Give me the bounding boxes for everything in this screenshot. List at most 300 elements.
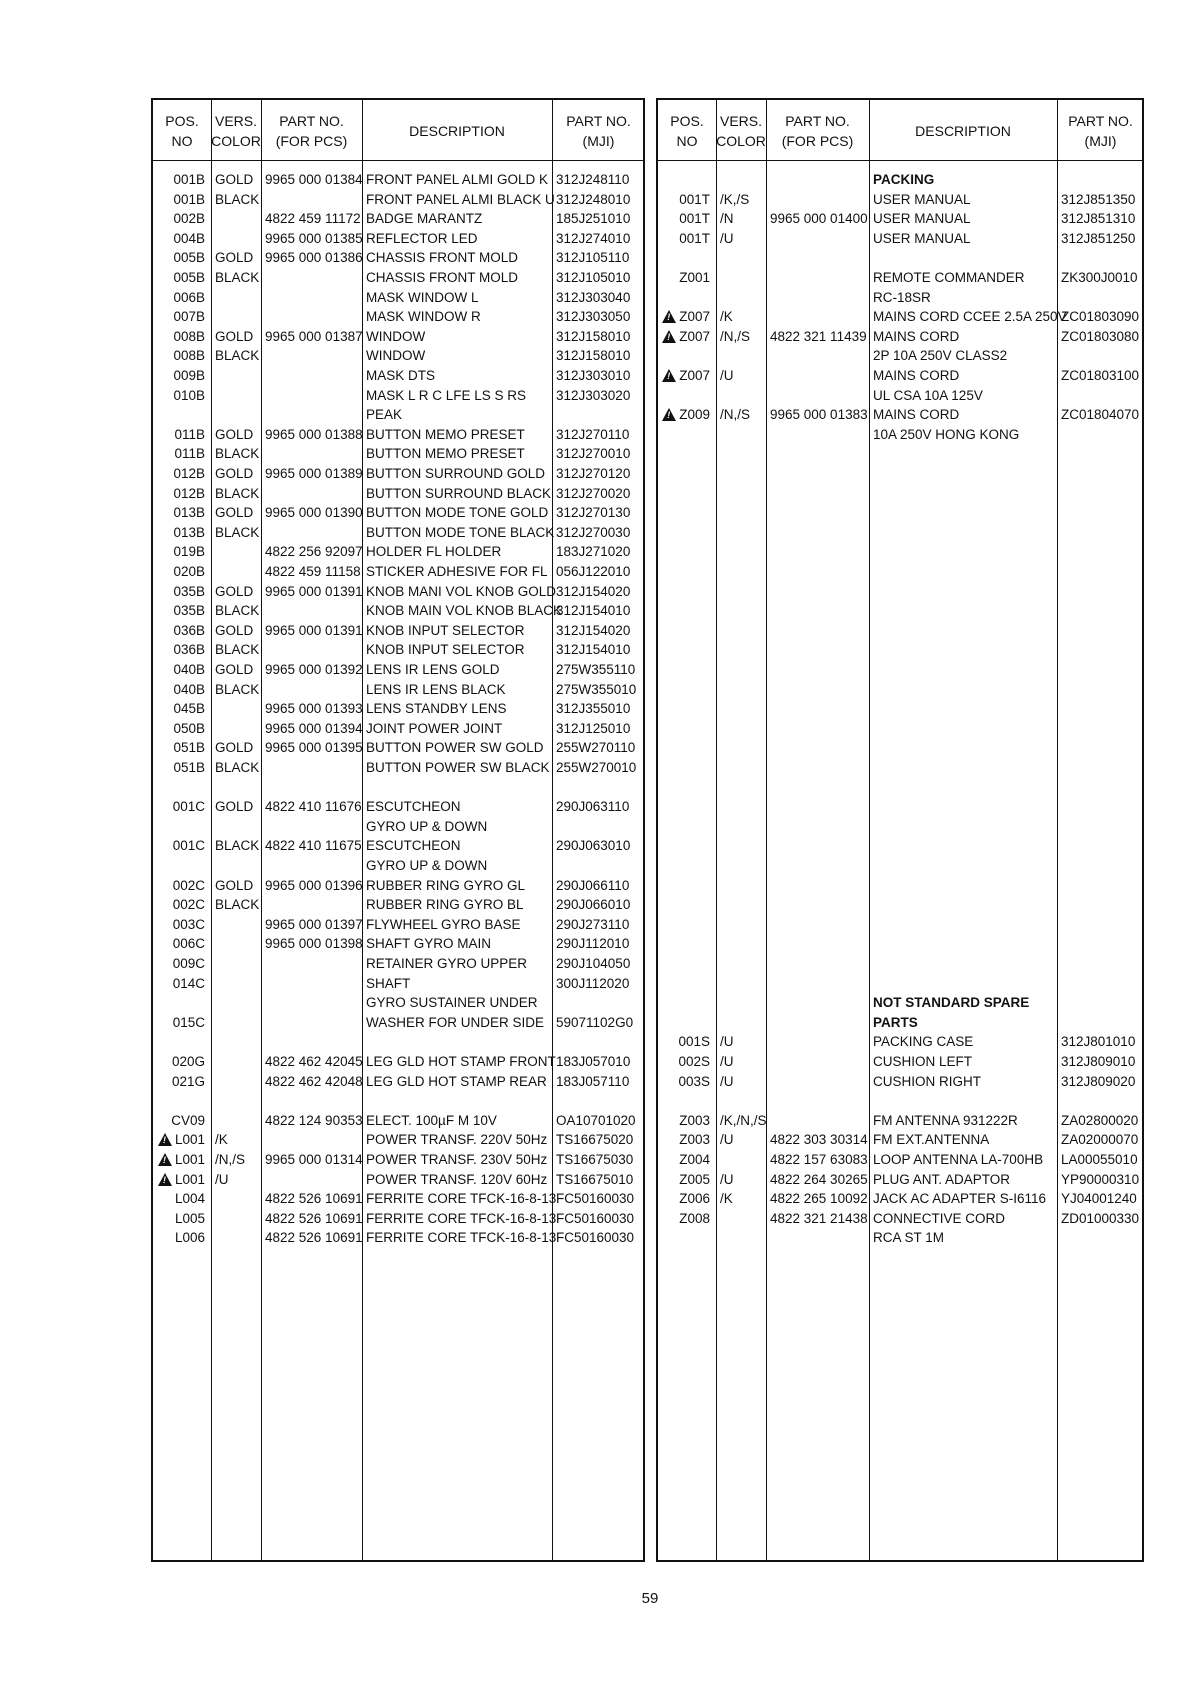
part-no-mji-cell: 290J063110 [556,799,630,815]
pos-cell [658,1032,710,1052]
pos-cell [153,1111,205,1131]
table-row [153,680,643,700]
pos-cell [153,307,205,327]
part-no-mji-cell: ZC01804070 [1061,407,1140,423]
table-row [153,248,643,268]
pos-number: 051B [173,760,205,775]
description-cell: USER MANUAL [873,230,971,246]
pos-number: 006B [173,289,205,305]
part-no-mji-cell: TS16675020 [556,1132,634,1148]
version-color-cell: BLACK [215,446,260,462]
pos-cell [153,444,205,464]
part-no-mji-cell: 312J248110 [556,172,630,187]
part-no-pcs-cell: 4822 321 11439 [770,328,867,344]
safety-warning-icon [662,310,676,323]
description-cell: BUTTON MEMO PRESET [366,426,525,442]
part-no-mji-cell: ZC01803090 [1061,309,1140,325]
pos-number: 005B [173,250,205,266]
part-no-mji-cell: 312J154010 [556,642,631,658]
description-cell: PACKING CASE [873,1034,974,1050]
part-no-mji-cell: 290J112010 [556,936,630,952]
pos-number: 002B [173,211,205,227]
table-row [658,209,1142,229]
pos-cell [658,405,710,425]
part-no-mji-cell: ZC01803100 [1061,368,1140,383]
version-color-cell: /U [720,368,734,383]
pos-number: Z009 [679,407,710,423]
description-cell: STICKER ADHESIVE FOR FL [366,564,548,579]
pos-cell [153,758,205,778]
part-no-mji-cell: FC50160030 [556,1191,635,1207]
part-no-mji-cell: 312J154020 [556,583,631,599]
description-cell: RCA ST 1M [873,1230,945,1246]
version-color-cell: BLACK [215,897,260,913]
safety-warning-icon [158,1153,172,1166]
description-cell: ESCUTCHEON [366,799,461,815]
pos-cell [153,640,205,660]
description-cell: FM ANTENNA 931222R [873,1112,1018,1128]
table-row [153,640,643,660]
pos-number: 014C [172,975,205,991]
pos-cell [153,268,205,288]
part-no-pcs-cell: 4822 462 42048 [265,1073,363,1089]
table-row [153,621,643,641]
pos-number: 001T [679,211,710,227]
part-no-mji-cell: 312J158010 [556,348,631,364]
table-row [153,915,643,935]
description-cell: BUTTON MODE TONE BLACK [366,524,555,540]
pos-cell [658,327,710,347]
table-row [153,1111,643,1131]
pos-number: 002S [678,1054,710,1069]
pos-cell [153,542,205,562]
pos-number: 040B [173,681,205,697]
pos-cell [153,660,205,680]
pos-number: 035B [173,583,205,599]
pos-number: 009C [172,956,205,971]
description-cell: JACK AC ADAPTER S-I6116 [873,1191,1047,1207]
pos-number: 040B [173,662,205,677]
pos-number: 036B [173,642,205,658]
version-color-cell: BLACK [215,524,260,540]
part-no-mji-cell: 312J105110 [556,250,630,266]
part-no-pcs-cell: 9965 000 01395 [265,740,363,756]
version-color-cell: /N,/S [720,328,751,344]
part-no-pcs-cell: 9965 000 01397 [265,916,363,932]
table-row [153,758,643,778]
pos-cell [658,366,710,386]
pos-cell [153,680,205,700]
table-row [153,1052,643,1072]
pos-number: 010B [173,387,205,403]
table-row [153,993,643,1013]
table-row [153,523,643,543]
part-no-pcs-cell: 9965 000 01393 [265,701,363,717]
description-cell: LOOP ANTENNA LA-700HB [873,1152,1044,1167]
part-no-mji-cell: 312J274010 [556,230,631,246]
table-row [153,346,643,366]
header-divider [153,160,643,161]
part-no-mji-cell: 290J066110 [556,877,630,893]
description-cell: JOINT POWER JOINT [366,720,503,736]
safety-warning-icon [662,408,676,421]
version-color-cell: /K,/N,/S [720,1112,767,1128]
pos-number: 050B [173,720,205,736]
version-color-cell: GOLD [215,250,254,266]
pos-cell [153,582,205,602]
part-no-mji-cell: TS16675010 [556,1171,634,1187]
pos-cell [658,1072,710,1092]
table-row [153,699,643,719]
description-cell: MAINS CORD [873,407,960,423]
part-no-pcs-cell: 9965 000 01385 [265,230,363,246]
table-row [153,327,643,347]
part-no-pcs-cell: 9965 000 01386 [265,250,363,266]
pos-number: 006C [172,936,205,952]
description-cell: LENS STANDBY LENS [366,701,507,717]
part-no-mji-cell: 312J355010 [556,701,631,717]
part-no-mji-cell: 312J801010 [1061,1034,1136,1050]
table-row [658,288,1142,308]
pos-cell [658,229,710,249]
description-cell: POWER TRANSF. 230V 50Hz [366,1152,548,1167]
pos-number: 011B [174,426,205,442]
part-no-mji-cell: 312J809010 [1061,1054,1136,1069]
pos-cell [153,1130,205,1150]
table-row [153,738,643,758]
part-no-pcs-cell: 9965 000 01391 [265,622,363,638]
table-row [153,660,643,680]
description-cell: PLUG ANT. ADAPTOR [873,1171,1011,1187]
part-no-pcs-cell: 4822 410 11675 [265,838,362,854]
part-no-mji-cell: ZA02000070 [1061,1132,1139,1148]
part-no-pcs-cell: 4822 526 10691 [265,1210,363,1226]
table-row [153,425,643,445]
table-row [153,170,643,190]
table-row [153,288,643,308]
pos-cell [153,1150,205,1170]
part-no-mji-cell: 312J303010 [556,368,631,383]
part-no-pcs-cell: 9965 000 01314 [265,1152,363,1167]
pos-number: L001 [174,1152,205,1167]
description-cell: 2P 10A 250V CLASS2 [873,348,1008,364]
table-row [153,503,643,523]
description-cell: CHASSIS FRONT MOLD [366,250,519,266]
pos-number: Z003 [679,1112,710,1128]
table-row [153,190,643,210]
pos-number: Z005 [679,1171,710,1187]
table-row [658,1209,1142,1229]
table-row [658,1013,1142,1033]
pos-cell [153,876,205,896]
pos-cell [153,699,205,719]
part-no-mji-cell: 312J270020 [556,485,631,501]
pos-number: 013B [173,524,205,540]
description-cell: FERRITE CORE TFCK-16-8-13 [366,1210,557,1226]
table-row [658,1170,1142,1190]
table-row [153,268,643,288]
description-cell: WINDOW [366,328,426,344]
version-color-cell: /U [720,230,734,246]
part-no-pcs-cell: 4822 459 11158 [265,564,361,579]
pos-number: Z003 [679,1132,710,1148]
pos-number: 020G [171,1054,205,1069]
part-no-pcs-cell: 4822 265 10092 [770,1191,868,1207]
pos-number: 004B [173,230,205,246]
version-color-cell: BLACK [215,485,260,501]
pos-number: 001T [679,230,710,246]
pos-number: 015C [172,1014,205,1030]
version-color-cell: GOLD [215,740,254,756]
part-no-mji-cell: 183J057110 [556,1073,630,1089]
description-cell: KNOB INPUT SELECTOR [366,622,525,638]
part-no-pcs-cell: 4822 157 63083 [770,1152,868,1167]
part-no-mji-cell: OA10701020 [556,1112,636,1128]
pos-cell [658,307,710,327]
safety-warning-icon [158,1133,172,1146]
description-cell: HOLDER FL HOLDER [366,544,502,560]
description-cell: PARTS [873,1014,918,1030]
table-row [658,993,1142,1013]
pos-number: 012B [173,466,205,481]
version-color-cell: GOLD [215,505,254,521]
safety-warning-icon [662,369,676,382]
version-color-cell: BLACK [215,838,260,854]
description-cell: CHASSIS FRONT MOLD [366,270,519,285]
pos-number: 051B [173,740,205,756]
header-divider [658,160,1142,161]
table-row [153,856,643,876]
description-cell: MAINS CORD [873,368,960,383]
table-row [153,1170,643,1190]
description-cell: MAINS CORD [873,328,960,344]
part-no-mji-cell: YP90000310 [1061,1171,1140,1187]
header-vers-color: VERS. COLOR [211,113,261,149]
table-row [658,366,1142,386]
table-row [153,562,643,582]
version-color-cell: /K [720,309,733,325]
left-parts-table [151,98,645,1562]
description-cell: GYRO UP & DOWN [366,858,488,873]
description-cell: RC-18SR [873,289,931,305]
part-no-mji-cell: 312J270030 [556,524,631,540]
pos-number: Z001 [679,270,710,285]
description-cell: MASK DTS [366,368,436,383]
pos-cell [658,1130,710,1150]
description-cell: KNOB MAIN VOL KNOB BLACK [366,603,563,619]
description-cell: 10A 250V HONG KONG [873,426,1020,442]
pos-cell [153,1072,205,1092]
pos-cell [153,386,205,406]
part-no-pcs-cell: 4822 321 21438 [770,1210,868,1226]
part-no-mji-cell: 312J158010 [556,328,631,344]
pos-cell [153,797,205,817]
version-color-cell: GOLD [215,328,254,344]
pos-cell [153,954,205,974]
pos-cell [153,248,205,268]
description-cell: POWER TRANSF. 220V 50Hz [366,1132,548,1148]
description-cell: USER MANUAL [873,191,971,207]
description-cell: USER MANUAL [873,211,971,227]
pos-cell [153,621,205,641]
part-no-pcs-cell: 4822 256 92097 [265,544,363,560]
description-cell: BUTTON POWER SW BLACK [366,760,550,775]
pos-cell [658,1150,710,1170]
part-no-mji-cell: 312J125010 [556,720,631,736]
description-cell: KNOB INPUT SELECTOR [366,642,525,658]
pos-number: 001B [173,172,205,187]
header-part-no-mji: PART NO. (MJI) [1068,113,1133,149]
version-color-cell: GOLD [215,466,254,481]
description-cell: FERRITE CORE TFCK-16-8-13 [366,1191,557,1207]
table-row [658,1228,1142,1248]
table-row [153,895,643,915]
table-row [153,1209,643,1229]
pos-number: 002C [172,877,205,893]
table-row [153,582,643,602]
part-no-pcs-cell: 9965 000 01391 [265,583,363,599]
part-no-pcs-cell: 9965 000 01389 [265,466,363,481]
pos-cell [153,1209,205,1229]
table-row [153,954,643,974]
pos-cell [153,327,205,347]
table-row [658,425,1142,445]
part-no-mji-cell: TS16675030 [556,1152,634,1167]
table-row [153,444,643,464]
description-cell: CONNECTIVE CORD [873,1210,1006,1226]
part-no-mji-cell: 290J063010 [556,838,631,854]
pos-cell [658,1189,710,1209]
part-no-mji-cell: 312J105010 [556,270,631,285]
description-cell: ELECT. 100µF M 10V [366,1112,497,1128]
version-color-cell: BLACK [215,603,260,619]
part-no-pcs-cell: 4822 264 30265 [770,1171,868,1187]
safety-warning-icon [662,330,676,343]
header-part-no-pcs: PART NO. (FOR PCS) [781,113,854,149]
header-description: DESCRIPTION [409,123,505,139]
pos-cell [153,209,205,229]
version-color-cell: BLACK [215,760,260,775]
pos-number: CV09 [171,1112,205,1128]
part-no-pcs-cell: 4822 410 11676 [265,799,362,815]
pos-number: 001T [679,191,710,207]
description-cell: BUTTON POWER SW GOLD [366,740,544,756]
pos-number: L004 [174,1191,205,1207]
pos-cell [153,934,205,954]
description-cell: BADGE MARANTZ [366,211,483,227]
description-cell: POWER TRANSF. 120V 60Hz [366,1171,548,1187]
description-cell: LEG GLD HOT STAMP REAR [366,1073,547,1089]
pos-number: Z007 [679,309,710,325]
table-row [658,1111,1142,1131]
part-no-mji-cell: 183J057010 [556,1054,631,1069]
version-color-cell: /U [720,1132,734,1148]
part-no-mji-cell: LA00055010 [1061,1152,1138,1167]
description-cell: REMOTE COMMANDER [873,270,1025,285]
pos-cell [153,288,205,308]
description-cell: BUTTON MEMO PRESET [366,446,525,462]
description-cell: SHAFT GYRO MAIN [366,936,492,952]
part-no-mji-cell: 275W355010 [556,681,637,697]
pos-number: 005B [173,270,205,285]
pos-number: L001 [174,1171,205,1187]
pos-number: 012B [173,485,205,501]
pos-cell [153,601,205,621]
pos-number: Z006 [679,1191,710,1207]
part-no-mji-cell: 59071102G0 [556,1014,634,1030]
description-cell: MASK WINDOW L [366,289,479,305]
table-row [153,934,643,954]
description-cell: FM EXT.ANTENNA [873,1132,990,1148]
pos-number: 003C [172,916,205,932]
description-cell: RETAINER GYRO UPPER [366,956,528,971]
part-no-mji-cell: 290J273110 [556,916,630,932]
table-row [658,1032,1142,1052]
table-row [153,542,643,562]
description-cell: WINDOW [366,348,426,364]
header-part-no-mji: PART NO. (MJI) [566,113,631,149]
header-vers-color: VERS. COLOR [716,113,766,149]
version-color-cell: /U [720,1034,734,1050]
pos-cell [153,346,205,366]
version-color-cell: /U [720,1073,734,1089]
part-no-pcs-cell: 9965 000 01392 [265,662,363,677]
table-row [153,836,643,856]
table-row [153,1228,643,1248]
version-color-cell: /U [215,1171,229,1187]
table-row [658,1130,1142,1150]
version-color-cell: /K,/S [720,191,750,207]
pos-number: 003S [678,1073,710,1089]
description-cell: CUSHION LEFT [873,1054,973,1069]
table-row [153,484,643,504]
pos-number: 035B [173,603,205,619]
part-no-pcs-cell: 4822 462 42045 [265,1054,363,1069]
pos-cell [658,1209,710,1229]
table-row [153,797,643,817]
table-row [153,817,643,837]
pos-cell [153,974,205,994]
part-no-mji-cell: 255W270110 [556,740,636,756]
description-cell: LENS IR LENS BLACK [366,681,506,697]
version-color-cell: BLACK [215,191,260,207]
part-no-mji-cell: 312J303050 [556,309,631,325]
description-cell: WASHER FOR UNDER SIDE [366,1014,545,1030]
description-cell: FRONT PANEL ALMI BLACK U [366,191,555,207]
version-color-cell: /K [720,1191,733,1207]
description-cell: FRONT PANEL ALMI GOLD K [366,172,549,187]
pos-number: 013B [173,505,205,521]
pos-cell [153,836,205,856]
part-no-mji-cell: ZD01000330 [1061,1210,1140,1226]
part-no-mji-cell: YJ04001240 [1061,1191,1137,1207]
description-cell: MAINS CORD CCEE 2.5A 250V [873,309,1067,325]
part-no-mji-cell: FC50160030 [556,1210,635,1226]
pos-number: L001 [174,1132,205,1148]
pos-number: Z007 [679,368,710,383]
description-cell: PEAK [366,407,403,423]
description-cell: GYRO UP & DOWN [366,818,488,834]
version-color-cell: GOLD [215,583,254,599]
pos-cell [658,190,710,210]
pos-number: 001S [678,1034,710,1050]
part-no-mji-cell: 185J251010 [556,211,631,227]
part-no-mji-cell: 312J303020 [556,387,631,403]
right-parts-table [656,98,1144,1562]
pos-number: 020B [173,564,205,579]
pos-number: 021G [171,1073,205,1089]
table-row [153,405,643,425]
